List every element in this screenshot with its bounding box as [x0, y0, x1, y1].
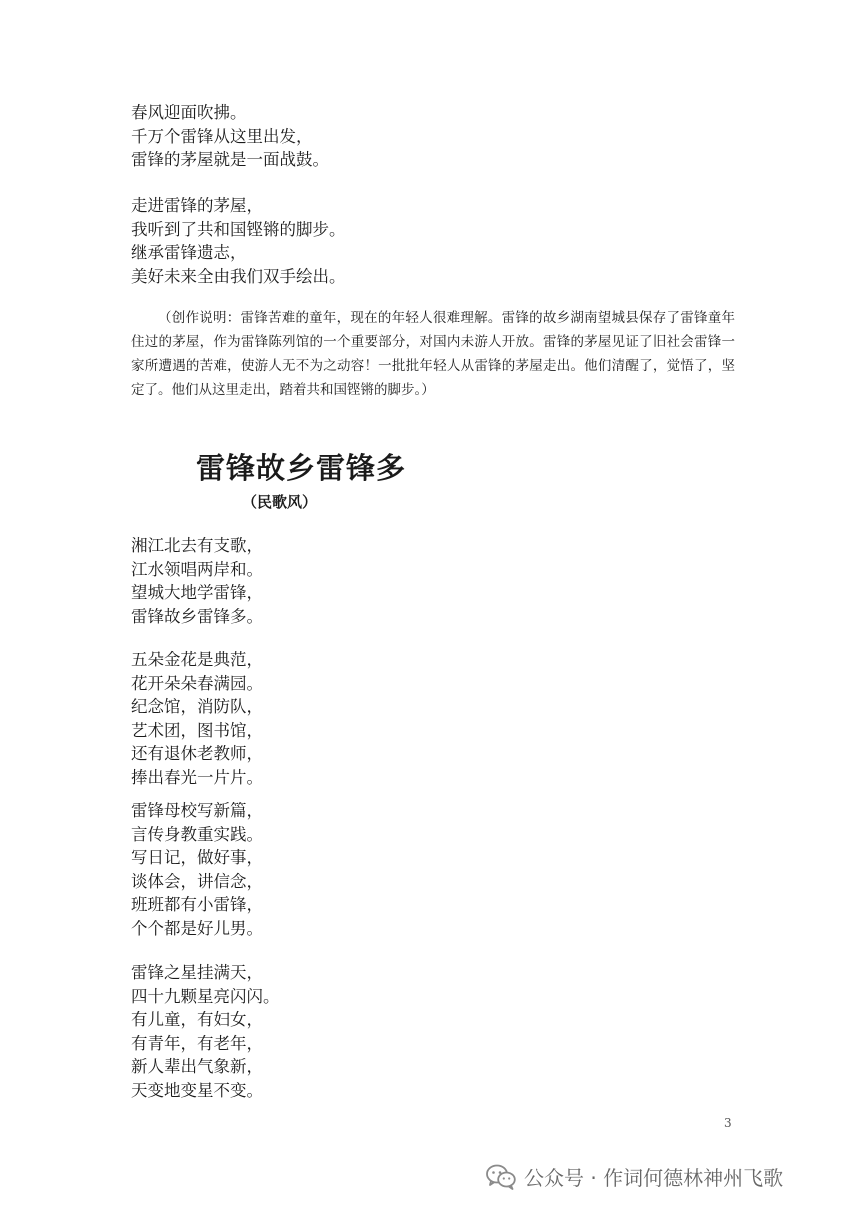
- page-number: 3: [724, 1116, 732, 1130]
- poem-line: 纪念馆，消防队，: [131, 697, 263, 716]
- poem-line: 美好未来全由我们双手绘出。: [131, 266, 346, 286]
- poem-line: 新人辈出气象新，: [131, 1057, 263, 1076]
- creation-note: （创作说明：雷锋苦难的童年，现在的年轻人很难理解。雷锋的故乡湖南望城县保存了雷锋童年住过的茅屋，作为雷锋陈列馆的一个重要部分，对国内未游人开放。雷锋的茅屋见证了旧社会雷锋一家所遭遇的苦难，使游人无不为之动容！一批批年轻人从雷锋的茅屋走出。他们清醒了，觉悟了，坚定了。他们从这里走出，踏着共和国铿锵的脚步。）: [131, 310, 735, 398]
- poem-subtitle: （民歌风）: [242, 493, 318, 511]
- poem-line: 春风迎面吹拂。: [131, 103, 247, 122]
- poem-line: 继承雷锋遗志，: [131, 243, 247, 262]
- poem-line: 天变地变星不变。: [131, 1080, 263, 1100]
- poem-line: 雷锋故乡雷锋多。: [131, 606, 263, 626]
- poem-line: 雷锋母校写新篇，: [131, 801, 263, 820]
- poem-line: 写日记，做好事，: [131, 848, 263, 867]
- poem-stanza-1: [131, 534, 263, 628]
- poem-stanza-2: [131, 648, 263, 789]
- poem-line: 雷锋之星挂满天，: [131, 963, 263, 982]
- poem-line: 还有退休老教师，: [131, 744, 263, 763]
- poem-title: 雷锋故乡雷锋多: [196, 451, 407, 485]
- poem-stanza-4: [131, 961, 280, 1102]
- poem-line: 雷锋的茅屋就是一面战鼓。: [131, 150, 329, 169]
- poem-stanza-3: [131, 799, 263, 940]
- wechat-icon: [486, 1164, 516, 1190]
- poem-line: 艺术团，图书馆，: [131, 720, 263, 740]
- poem-line: 走进雷锋的茅屋，: [131, 196, 263, 215]
- poem-line: 有青年，有老年，: [131, 1033, 263, 1053]
- footer-watermark: [486, 1162, 783, 1191]
- poem-line: 个个都是好儿男。: [131, 918, 263, 938]
- poem-line: 花开朵朵春满园。: [131, 673, 263, 693]
- poem-line: 我听到了共和国铿锵的脚步。: [131, 219, 346, 239]
- poem-line: 捧出春光一片片。: [131, 767, 263, 787]
- poem-line: 五朵金花是典范，: [131, 650, 263, 669]
- poem-stanza-second: [131, 194, 346, 288]
- poem-line: 有儿童，有妇女，: [131, 1010, 263, 1029]
- footer-text: 公众号 · 作词何德林神州飞歌: [524, 1166, 784, 1190]
- poem-line: 望城大地学雷锋，: [131, 583, 263, 602]
- poem-line: 江水领唱两岸和。: [131, 559, 263, 579]
- poem-line: 谈体会，讲信念，: [131, 871, 263, 891]
- poem-line: 湘江北去有支歌，: [131, 536, 263, 555]
- poem-line: 班班都有小雷锋，: [131, 895, 263, 914]
- poem-line: 千万个雷锋从这里出发，: [131, 126, 313, 146]
- poem-line: 四十九颗星亮闪闪。: [131, 986, 280, 1006]
- poem-stanza-top: [131, 101, 329, 172]
- poem-line: 言传身教重实践。: [131, 824, 263, 844]
